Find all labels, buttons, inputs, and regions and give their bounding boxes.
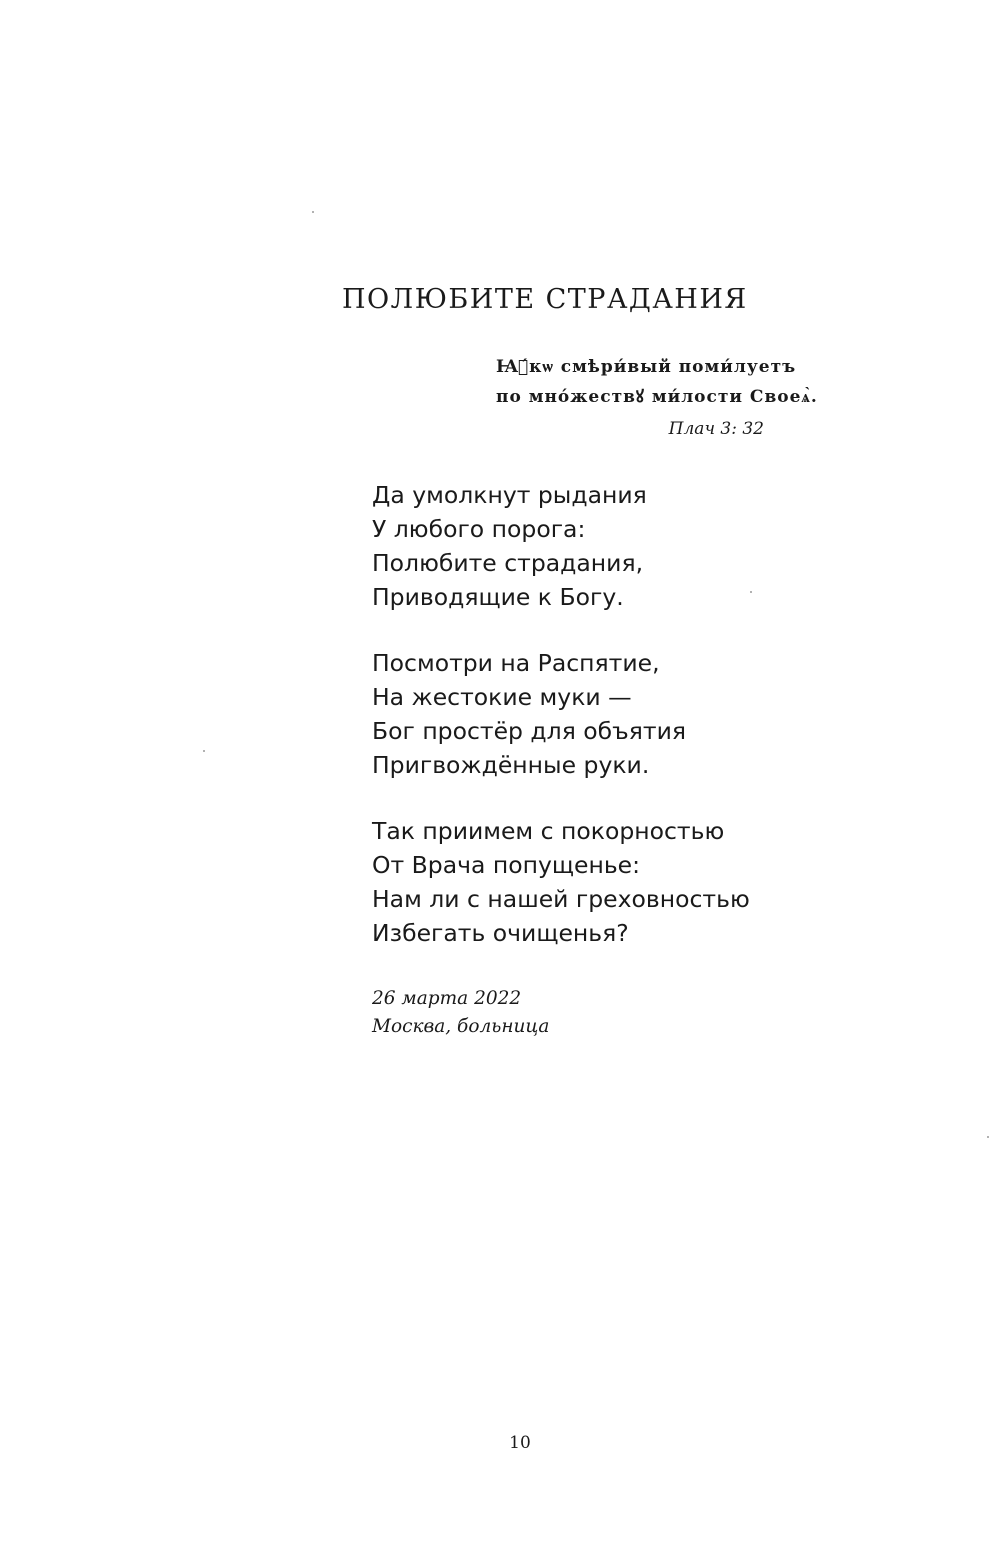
paper-speck [203, 750, 205, 752]
verse-line: Посмотри на Распятие, [372, 649, 660, 677]
epigraph-line: по мно́жествꙋ ми́лости Своеѧ̀. [496, 387, 818, 407]
page-number: 10 [509, 1433, 531, 1453]
epigraph-reference: Плач 3: 32 [668, 419, 764, 439]
verse-line: От Врача попущенье: [372, 851, 641, 879]
verse-line: Приводящие к Богу. [372, 583, 624, 611]
verse-line: На жестокие муки — [372, 683, 632, 711]
verse-line: У любого порога: [372, 515, 586, 543]
epigraph [470, 352, 818, 442]
verse-line: Пригвождённые руки. [372, 751, 650, 779]
poem-body [372, 478, 750, 982]
verse-line: Так приимем с покорностью [372, 817, 725, 845]
verse-line: Избегать очищенья? [372, 919, 629, 947]
verse-line: Нам ли с нашей греховностью [372, 885, 750, 913]
verse-line: Полюбите страдания, [372, 549, 644, 577]
verse-line: Да умолкнут рыдания [372, 481, 647, 509]
dateline [372, 985, 549, 1041]
poem-place: Москва, больница [372, 1016, 550, 1037]
paper-speck [312, 211, 314, 213]
verse-line: Бог простёр для объятия [372, 717, 687, 745]
stanza [372, 814, 750, 950]
poem-date: 26 марта 2022 [372, 988, 522, 1009]
paper-speck [750, 591, 752, 593]
stanza [372, 646, 750, 782]
paper-speck [987, 1136, 989, 1138]
stanza [372, 478, 750, 614]
epigraph-line: Ꙗ҆́кѡ смѣри́вый поми́луетъ [496, 357, 797, 377]
poem-title: ПОЛЮБИТЕ СТРАДАНИЯ [342, 284, 748, 315]
